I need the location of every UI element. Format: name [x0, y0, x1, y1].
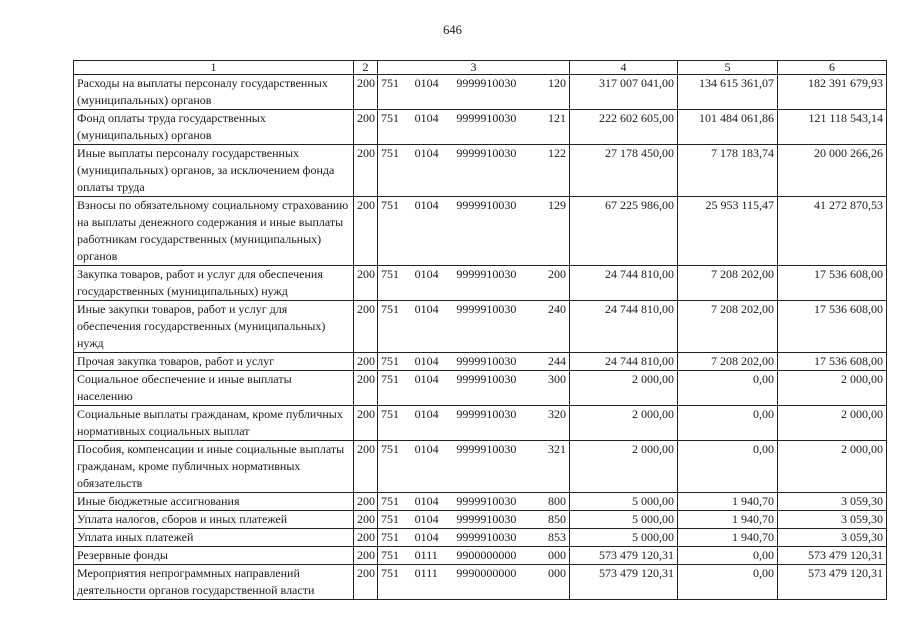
- row-col-2: 200: [354, 493, 378, 511]
- row-col-2: 200: [354, 441, 378, 493]
- row-col-4: 573 479 120,31: [570, 547, 678, 565]
- code-target: 9999910030: [456, 494, 517, 508]
- row-code: [378, 565, 570, 600]
- table-row: [74, 529, 887, 547]
- row-name: Расходы на выплаты персоналу государственных (муниципальных) органов: [74, 75, 354, 110]
- row-col-6: 41 272 870,53: [778, 197, 887, 266]
- row-code: [378, 529, 570, 547]
- row-col-6: 3 059,30: [778, 493, 887, 511]
- header-col-4: 4: [570, 61, 678, 75]
- code-type: 120: [547, 76, 566, 90]
- row-col-2: 200: [354, 529, 378, 547]
- code-admin: 751: [381, 111, 399, 125]
- row-col-5: 0,00: [678, 441, 778, 493]
- row-col-5: 7 208 202,00: [678, 353, 778, 371]
- code-target: 9999910030: [456, 407, 517, 421]
- row-code: [378, 145, 570, 197]
- row-col-4: 2 000,00: [570, 406, 678, 441]
- code-target: 9999910030: [456, 146, 517, 160]
- table-row: [74, 547, 887, 565]
- row-code: [378, 441, 570, 493]
- table-row: [74, 197, 887, 266]
- code-admin: 751: [381, 407, 399, 421]
- row-code: [378, 511, 570, 529]
- code-type: 000: [547, 566, 566, 580]
- table-row: [74, 266, 887, 301]
- row-col-5: 1 940,70: [678, 529, 778, 547]
- code-section: 0104: [414, 512, 439, 526]
- header-col-2: 2: [354, 61, 378, 75]
- code-admin: 751: [381, 146, 399, 160]
- row-col-6: 17 536 608,00: [778, 301, 887, 353]
- row-col-4: 5 000,00: [570, 511, 678, 529]
- code-type: 800: [547, 494, 566, 508]
- code-type: 850: [547, 512, 566, 526]
- code-target: 9990000000: [456, 566, 517, 580]
- row-col-4: 27 178 450,00: [570, 145, 678, 197]
- row-code: [378, 110, 570, 145]
- code-admin: 751: [381, 512, 399, 526]
- row-col-6: 17 536 608,00: [778, 266, 887, 301]
- row-col-5: 1 940,70: [678, 493, 778, 511]
- row-name: Пособия, компенсации и иные социальные выплаты гражданам, кроме публичных нормативных обязательств: [74, 441, 354, 493]
- table-row: [74, 441, 887, 493]
- code-section: 0104: [414, 302, 439, 316]
- table-row: [74, 301, 887, 353]
- row-name: Взносы по обязательному социальному страхованию на выплаты денежного содержания и иные выплаты работникам государственных (муниципальных) органов: [74, 197, 354, 266]
- code-admin: 751: [381, 267, 399, 281]
- table-row: [74, 493, 887, 511]
- code-admin: 751: [381, 198, 399, 212]
- row-col-2: 200: [354, 353, 378, 371]
- code-target: 9999910030: [456, 512, 517, 526]
- code-section: 0104: [414, 407, 439, 421]
- row-col-4: 2 000,00: [570, 371, 678, 406]
- row-name: Прочая закупка товаров, работ и услуг: [74, 353, 354, 371]
- code-type: 122: [547, 146, 566, 160]
- row-name: Резервные фонды: [74, 547, 354, 565]
- code-type: 121: [547, 111, 566, 125]
- row-col-2: 200: [354, 75, 378, 110]
- row-name: Социальное обеспечение и иные выплаты населению: [74, 371, 354, 406]
- code-target: 9999910030: [456, 354, 517, 368]
- code-admin: 751: [381, 442, 399, 456]
- table-row: [74, 353, 887, 371]
- code-section: 0104: [414, 111, 439, 125]
- code-type: 853: [547, 530, 566, 544]
- table-row: [74, 371, 887, 406]
- header-col-3: 3: [378, 61, 570, 75]
- row-col-6: 3 059,30: [778, 529, 887, 547]
- code-target: 9999910030: [456, 530, 517, 544]
- row-col-4: 317 007 041,00: [570, 75, 678, 110]
- row-name: Мероприятия непрограммных направлений деятельности органов государственной власти: [74, 565, 354, 600]
- row-col-6: 3 059,30: [778, 511, 887, 529]
- row-col-4: 67 225 986,00: [570, 197, 678, 266]
- table-row: [74, 145, 887, 197]
- row-col-5: 101 484 061,86: [678, 110, 778, 145]
- code-admin: 751: [381, 76, 399, 90]
- code-section: 0111: [414, 548, 438, 562]
- row-col-2: 200: [354, 547, 378, 565]
- code-target: 9999910030: [456, 111, 517, 125]
- row-col-4: 5 000,00: [570, 529, 678, 547]
- code-admin: 751: [381, 530, 399, 544]
- code-type: 200: [547, 267, 566, 281]
- row-col-4: 222 602 605,00: [570, 110, 678, 145]
- row-col-5: 7 208 202,00: [678, 266, 778, 301]
- row-code: [378, 75, 570, 110]
- row-col-4: 5 000,00: [570, 493, 678, 511]
- row-col-2: 200: [354, 511, 378, 529]
- row-name: Социальные выплаты гражданам, кроме публичных нормативных социальных выплат: [74, 406, 354, 441]
- code-section: 0104: [414, 76, 439, 90]
- code-type: 244: [547, 354, 566, 368]
- row-col-2: 200: [354, 301, 378, 353]
- row-col-4: 24 744 810,00: [570, 353, 678, 371]
- code-target: 9999910030: [456, 76, 517, 90]
- table-row: [74, 565, 887, 600]
- row-col-4: 573 479 120,31: [570, 565, 678, 600]
- row-col-5: 7 208 202,00: [678, 301, 778, 353]
- table-row: [74, 75, 887, 110]
- page-number: 646: [443, 23, 462, 37]
- row-col-6: 17 536 608,00: [778, 353, 887, 371]
- row-code: [378, 266, 570, 301]
- row-col-4: 24 744 810,00: [570, 266, 678, 301]
- row-col-2: 200: [354, 266, 378, 301]
- code-section: 0104: [414, 372, 439, 386]
- row-col-6: 573 479 120,31: [778, 565, 887, 600]
- row-col-2: 200: [354, 371, 378, 406]
- row-col-2: 200: [354, 406, 378, 441]
- code-target: 9999910030: [456, 198, 517, 212]
- code-target: 9900000000: [456, 548, 517, 562]
- code-type: 320: [547, 407, 566, 421]
- row-col-6: 182 391 679,93: [778, 75, 887, 110]
- code-target: 9999910030: [456, 442, 517, 456]
- row-name: Иные закупки товаров, работ и услуг для обеспечения государственных (муниципальных) нужд: [74, 301, 354, 353]
- row-code: [378, 353, 570, 371]
- header-col-5: 5: [678, 61, 778, 75]
- row-name: Уплата налогов, сборов и иных платежей: [74, 511, 354, 529]
- code-section: 0104: [414, 198, 439, 212]
- row-col-5: 134 615 361,07: [678, 75, 778, 110]
- row-col-6: 2 000,00: [778, 371, 887, 406]
- row-code: [378, 493, 570, 511]
- row-code: [378, 371, 570, 406]
- row-col-5: 25 953 115,47: [678, 197, 778, 266]
- row-col-2: 200: [354, 197, 378, 266]
- code-admin: 751: [381, 548, 399, 562]
- table-row: [74, 406, 887, 441]
- code-type: 000: [547, 548, 566, 562]
- row-col-5: 0,00: [678, 565, 778, 600]
- table-header-row: [74, 61, 887, 75]
- row-col-5: 0,00: [678, 371, 778, 406]
- code-admin: 751: [381, 372, 399, 386]
- row-name: Фонд оплаты труда государственных (муниципальных) органов: [74, 110, 354, 145]
- code-target: 9999910030: [456, 372, 517, 386]
- row-col-5: 1 940,70: [678, 511, 778, 529]
- table-row: [74, 511, 887, 529]
- row-col-2: 200: [354, 145, 378, 197]
- row-col-6: 573 479 120,31: [778, 547, 887, 565]
- row-col-6: 20 000 266,26: [778, 145, 887, 197]
- row-col-5: 7 178 183,74: [678, 145, 778, 197]
- budget-table: [73, 60, 887, 600]
- code-section: 0104: [414, 442, 439, 456]
- code-type: 240: [547, 302, 566, 316]
- code-section: 0104: [414, 494, 439, 508]
- code-section: 0104: [414, 354, 439, 368]
- code-target: 9999910030: [456, 267, 517, 281]
- code-type: 129: [547, 198, 566, 212]
- row-col-6: 2 000,00: [778, 406, 887, 441]
- row-code: [378, 406, 570, 441]
- row-col-2: 200: [354, 110, 378, 145]
- code-section: 0104: [414, 267, 439, 281]
- row-name: Уплата иных платежей: [74, 529, 354, 547]
- row-col-2: 200: [354, 565, 378, 600]
- row-name: Иные выплаты персоналу государственных (муниципальных) органов, за исключением фонда оплаты труда: [74, 145, 354, 197]
- code-admin: 751: [381, 302, 399, 316]
- code-type: 300: [547, 372, 566, 386]
- row-code: [378, 301, 570, 353]
- row-code: [378, 547, 570, 565]
- header-col-1: 1: [74, 61, 354, 75]
- code-target: 9999910030: [456, 302, 517, 316]
- code-admin: 751: [381, 566, 399, 580]
- code-section: 0104: [414, 146, 439, 160]
- row-col-4: 2 000,00: [570, 441, 678, 493]
- row-name: Закупка товаров, работ и услуг для обеспечения государственных (муниципальных) нужд: [74, 266, 354, 301]
- row-code: [378, 197, 570, 266]
- row-col-4: 24 744 810,00: [570, 301, 678, 353]
- code-admin: 751: [381, 354, 399, 368]
- row-col-6: 2 000,00: [778, 441, 887, 493]
- code-admin: 751: [381, 494, 399, 508]
- table-row: [74, 110, 887, 145]
- row-col-6: 121 118 543,14: [778, 110, 887, 145]
- code-section: 0104: [414, 530, 439, 544]
- header-col-6: 6: [778, 61, 887, 75]
- row-col-5: 0,00: [678, 547, 778, 565]
- row-name: Иные бюджетные ассигнования: [74, 493, 354, 511]
- code-section: 0111: [414, 566, 438, 580]
- code-type: 321: [547, 442, 566, 456]
- row-col-5: 0,00: [678, 406, 778, 441]
